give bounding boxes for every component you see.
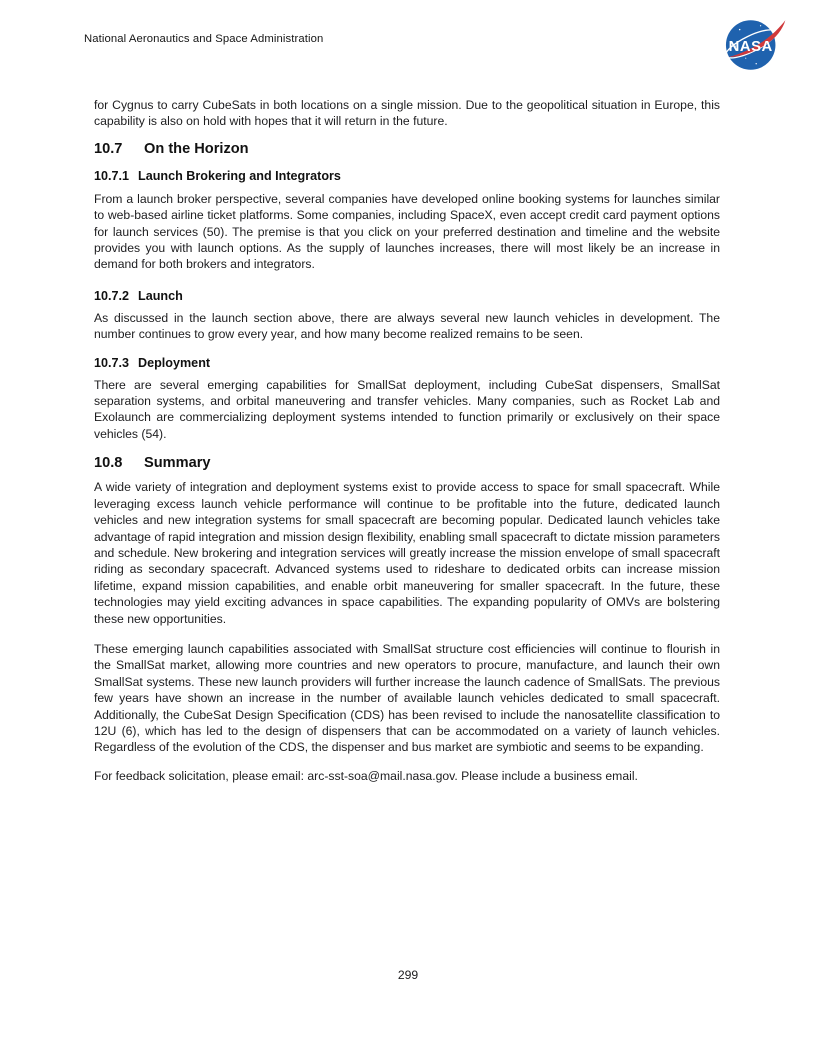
page-number: 299 xyxy=(397,968,419,982)
section-heading-10-7-2 xyxy=(94,288,720,304)
paragraph-launch: As discussed in the launch section above, there are always several new launch vehicles in development. The number continues to grow every year, and how many become realized remains to be seen. xyxy=(94,310,720,342)
section-heading-10-7-1 xyxy=(94,168,720,184)
section-number: 10.8 xyxy=(94,455,123,472)
section-number: 10.7.3 xyxy=(94,355,130,370)
paragraph-deployment: There are several emerging capabilities for SmallSat deployment, including CubeSat dispensers, SmallSat separation systems, and orbital maneuvering and transfer vehicles. Many companies, such as Rocket Lab and Exolaunch are commercializing deployment systems intended to function primarily or exclusively on their space vehicles (54). xyxy=(94,377,720,441)
paragraph-summary-1: A wide variety of integration and deployment systems exist to provide access to space for small spacecraft. While leveraging excess launch vehicle performance will continue to be profitable into the future, dedicated launch vehicles and new integration systems for small spacecraft are becoming popular. Dedicated launch vehicles take advantage of rapid integration and mission design flexibility, enabling small spacecraft to dictate mission parameters and schedule. New brokering and integration services will greatly increase the mission envelope of small spacecraft riding as secondary spacecraft. Advanced systems used to rideshare to dedicated orbits can increase mission lifetime, expand mission capabilities, and enable orbit maneuvering for smaller spacecraft. In the future, these technologies may yield exciting advances in space capabilities. The expanding popularity of OMVs are bolstering these new opportunities. xyxy=(94,480,720,626)
section-number: 10.7.1 xyxy=(94,168,130,183)
section-title: Launch Brokering and Integrators xyxy=(138,168,341,183)
agency-name: National Aeronautics and Space Administration xyxy=(84,33,324,45)
document-body xyxy=(0,97,816,784)
section-number: 10.7 xyxy=(94,140,123,157)
section-number: 10.7.2 xyxy=(94,288,130,303)
nasa-insignia-icon xyxy=(721,13,787,77)
section-heading-10-7-3 xyxy=(94,355,720,371)
section-heading-10-7 xyxy=(94,140,720,158)
page-header xyxy=(0,0,816,90)
paragraph-feedback-email: For feedback solicitation, please email: arc-sst-soa@mail.nasa.gov. Please include a business email. xyxy=(94,768,638,783)
paragraph-intro: for Cygnus to carry CubeSats in both locations on a single mission. Due to the geopolitical situation in Europe, this capability is also on hold with hopes that it will return in the future. xyxy=(94,98,720,129)
section-title: On the Horizon xyxy=(144,140,249,157)
section-title: Deployment xyxy=(138,355,211,370)
paragraph-launch-brokering: From a launch broker perspective, several companies have developed online booking systems for launches similar to web-based airline ticket platforms. Some companies, including SpaceX, even accept credit card payment options for launch services (50). The premise is that you click on your preferred destination and timeline and the website provides you with launch options. As the supply of launches increases, there will most likely be an increase in demand for both brokers and integrators. xyxy=(94,191,720,272)
section-title: Summary xyxy=(144,455,211,472)
insignia-wordmark: NASA xyxy=(728,39,773,56)
section-title: Launch xyxy=(138,288,183,303)
section-heading-10-8 xyxy=(94,454,720,472)
paragraph-summary-2: These emerging launch capabilities associated with SmallSat structure cost efficiencies will continue to flourish in the SmallSat market, allowing more countries and new operators to procure, manufacture, and launch their own SmallSat systems. These new launch providers will further increase the launch cadence of SmallSats. The previous few years have shown an increase in the number of available launch vehicles dedicated to small spacecraft. Additionally, the CubeSat Design Specification (CDS) has been revised to include the nanosatellite classification to 12U (6), which has led to the design of dispensers that can be accommodated on a variety of launch vehicles. Regardless of the evolution of the CDS, the dispenser and bus market are symbiotic and seems to be expanding. xyxy=(94,641,720,755)
